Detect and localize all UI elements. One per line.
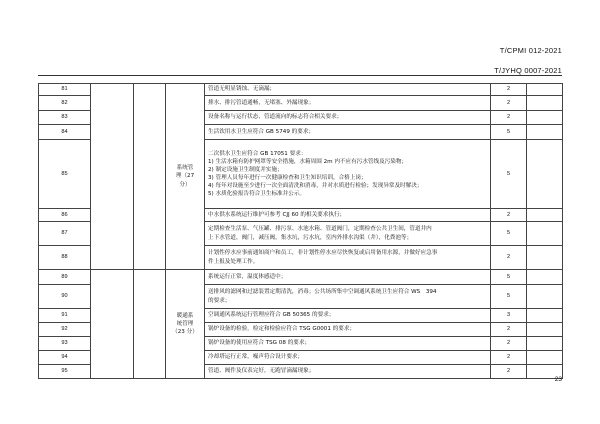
row-number: 94	[39, 351, 91, 365]
row-number: 83	[39, 111, 91, 125]
requirement-text	[205, 270, 491, 285]
requirement-line: 排水、排污管道通畅，无堵塞、外漏现象；	[208, 99, 315, 106]
row-number: 89	[39, 270, 91, 285]
group-label-line: 分）	[179, 181, 191, 188]
blank-result-cell	[527, 96, 563, 111]
requirement-line: 二次供水卫生应符合 GB 17051 要求：	[208, 150, 307, 157]
requirement-line: 定期检查生活泵、气压罐、排污泵、水池水箱、管道阀门，定期检查公共卫生间，管道井内	[208, 226, 432, 233]
row-number: 87	[39, 222, 91, 246]
score-cell: 2	[491, 351, 527, 365]
page-number: 23	[554, 376, 562, 383]
scoring-table-body	[39, 84, 563, 379]
requirement-text	[205, 351, 491, 365]
score-cell: 5	[491, 270, 527, 285]
blank-result-cell	[527, 351, 563, 365]
requirement-text	[205, 246, 491, 270]
requirement-line: 件上报及处理工作。	[208, 258, 259, 265]
score-cell: 2	[491, 246, 527, 270]
row-number: 84	[39, 125, 91, 140]
standard-code-2: T/JYHQ 0007-2021	[494, 66, 562, 75]
score-cell: 5	[491, 285, 527, 309]
group-label-line: 理（27	[175, 173, 195, 180]
row-number: 82	[39, 96, 91, 111]
requirement-line: 系统运行正常，温度体感适中；	[208, 273, 287, 280]
group-label-line: 系统管	[176, 165, 194, 172]
requirement-line: 2) 制定设施卫生制度并实施；	[208, 166, 283, 173]
score-cell: 3	[491, 309, 527, 323]
requirement-text	[205, 309, 491, 323]
header-rule	[38, 75, 562, 76]
group-hvac-system	[166, 270, 205, 379]
requirement-text	[205, 365, 491, 379]
requirement-text	[205, 285, 491, 309]
requirement-line: 1) 生活水箱有防护网罩等安全措施，水箱周围 2m 内不应有污水管线及污染物；	[208, 158, 408, 165]
blank-result-cell	[527, 270, 563, 285]
blank-subcategory-cell	[134, 270, 166, 379]
requirement-text	[205, 140, 491, 209]
scoring-table	[38, 83, 563, 379]
blank-result-cell	[527, 111, 563, 125]
score-cell: 2	[491, 209, 527, 222]
blank-result-cell	[527, 246, 563, 270]
requirement-line: 3) 管理人员每年进行一次健康检查和卫生知识培训，合格上岗；	[208, 175, 367, 181]
row-number: 81	[39, 84, 91, 96]
requirement-line: 设备名称与运行状态、管道流向的标志符合相关要求；	[208, 114, 343, 121]
requirement-line: 锅炉设备的检验，检定和检验应符合 TSG G0001 的要求；	[208, 326, 356, 333]
blank-result-cell	[527, 337, 563, 351]
row-number: 95	[39, 365, 91, 379]
row-number: 91	[39, 309, 91, 323]
blank-result-cell	[527, 285, 563, 309]
requirement-text	[205, 222, 491, 246]
requirement-line: 计划性停水应事前通知商户和员工，非计划性停水应尽快恢复或启用备用水源，并做好应急事	[208, 250, 438, 257]
row-number: 86	[39, 209, 91, 222]
score-cell: 2	[491, 365, 527, 379]
requirement-text	[205, 84, 491, 96]
requirement-line: 上下水管道，阀门，减压阀，集水坑，污水坑，室内外排水沟渠（井），化粪池等；	[208, 234, 413, 241]
row-number: 90	[39, 285, 91, 309]
requirement-line: 空调通风系统运行管理应符合 GB 50365 的要求；	[208, 312, 335, 319]
blank-subcategory-cell	[134, 84, 166, 270]
row-number: 85	[39, 140, 91, 209]
requirement-text	[205, 125, 491, 140]
requirement-line: 冷却塔运行正常，噪声符合设计要求；	[208, 354, 304, 361]
group-label-line: 暖通系	[176, 312, 194, 319]
row-number: 92	[39, 323, 91, 337]
group-water-system	[166, 84, 205, 270]
blank-result-cell	[527, 222, 563, 246]
standard-code-1: T/CPMI 012-2021	[499, 46, 562, 55]
table-row	[39, 84, 563, 96]
requirement-text	[205, 209, 491, 222]
score-cell: 2	[491, 96, 527, 111]
score-cell: 2	[491, 84, 527, 96]
requirement-line: 5) 水质化验报告符合卫生标准并公示。	[208, 191, 306, 198]
group-label-line: （23 分）	[172, 329, 198, 336]
requirement-line: 4) 每年对设施至少进行一次全面清洗和消毒，并对水质进行检验；发现异常及时解决；	[208, 183, 423, 190]
blank-result-cell	[527, 309, 563, 323]
score-cell: 2	[491, 111, 527, 125]
requirement-text	[205, 96, 491, 111]
blank-category-cell	[91, 84, 134, 270]
score-cell: 2	[491, 337, 527, 351]
requirement-text	[205, 323, 491, 337]
requirement-line: 锅炉设备的使用应符合 TSG 08 的要求；	[208, 340, 311, 347]
requirement-line: 生活饮用水卫生应符合 GB 5749 的要求；	[208, 128, 315, 135]
blank-result-cell	[527, 84, 563, 96]
blank-category-cell	[91, 270, 134, 379]
score-cell: 5	[491, 125, 527, 140]
table-row	[39, 270, 563, 285]
requirement-line: 管道无明显锈蚀、无滴漏；	[208, 86, 276, 93]
blank-result-cell	[527, 323, 563, 337]
requirement-line: 中水供水系统运行维护可参考 CJJ 60 的相关要求执行；	[208, 211, 346, 218]
score-cell: 2	[491, 323, 527, 337]
score-cell: 5	[491, 222, 527, 246]
score-cell: 5	[491, 140, 527, 209]
requirement-line: 的要求；	[208, 297, 231, 304]
requirement-text	[205, 111, 491, 125]
requirement-line: 送排风的滤网和过滤装置定期清洗，消毒；公共场所集中空调通风系统卫生应符合 WS 394	[208, 289, 437, 296]
group-label-line: 统管理	[176, 320, 194, 327]
row-number: 93	[39, 337, 91, 351]
blank-result-cell	[527, 209, 563, 222]
requirement-line: 管道、阀件及仪表完好，无跑冒滴漏现象；	[208, 368, 315, 375]
row-number: 88	[39, 246, 91, 270]
blank-result-cell	[527, 140, 563, 209]
blank-result-cell	[527, 125, 563, 140]
requirement-text	[205, 337, 491, 351]
